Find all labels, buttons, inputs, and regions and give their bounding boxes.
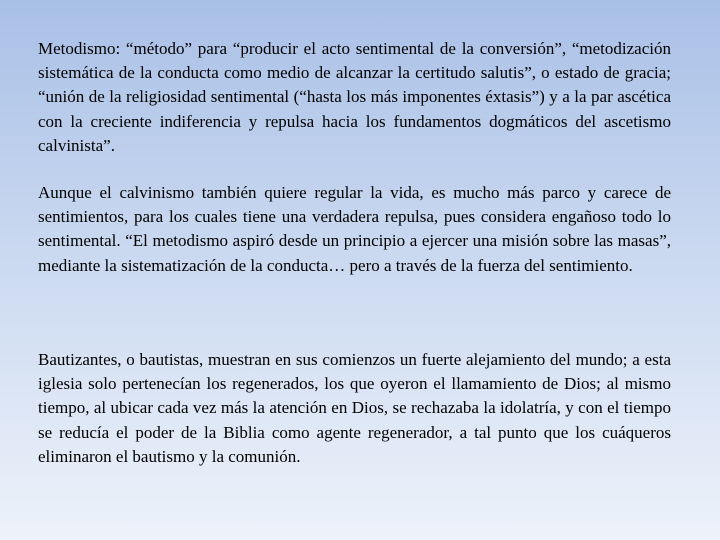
paragraph-calvinismo: Aunque el calvinismo también quiere regular la vida, es mucho más parco y carece de sentimientos, para los cuales tiene una verdadera repulsa, pues considera engañoso todo lo sentimental. “El metodismo aspiró desde un principio a ejercer una misión sobre las masas”, mediante la sistematización de la conducta… pero a través de la fuerza del sentimiento. (38, 183, 671, 275)
paragraph-bautistas: Bautizantes, o bautistas, muestran en sus comienzos un fuerte alejamiento del mundo; a esta iglesia solo pertenecían los regenerados, los que oyeron el llamamiento de Dios; al mismo tiempo, al ubicar cada vez más la atención en Dios, se rechazaba la idolatría, y con el tiempo se reducía el poder de la Biblia como agente regenerador, a tal punto que los cuáqueros eliminaron el bautismo y la comunión. (38, 350, 671, 466)
paragraph-metodismo: Metodismo: “método” para “producir el acto sentimental de la conversión”, “metodización sistemática de la conducta como medio de alcanzar la certitudo salutis”, o estado de gracia; “unión de la religiosidad sentimental (“hasta los más imponentes éxtasis”) y a la par ascética con la creciente indiferencia y repulsa hacia los fundamentos dogmáticos del ascetismo calvinista”. (38, 39, 671, 155)
